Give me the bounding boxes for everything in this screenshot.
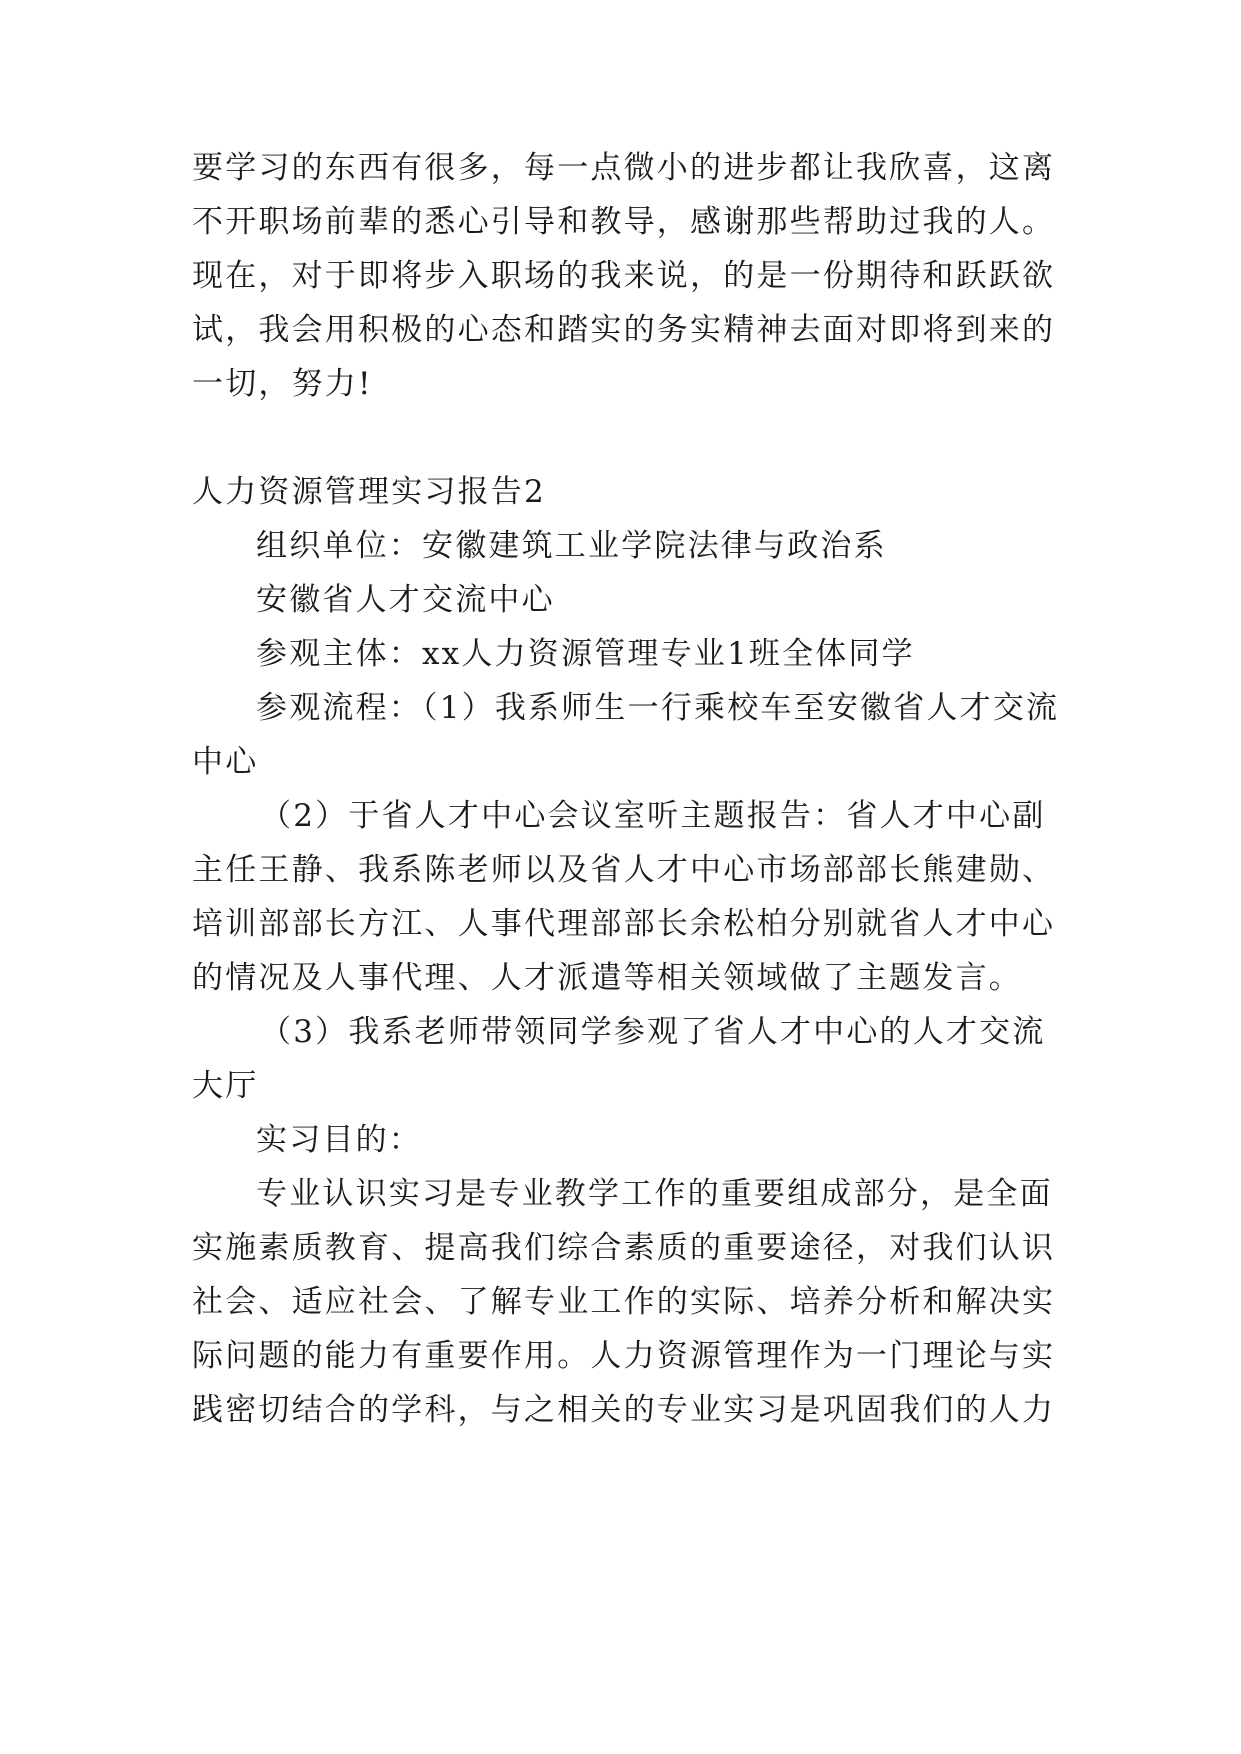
purpose-heading: 实习目的： [256,1122,422,1158]
purpose-line: 际问题的能力有重要作用。人力资源管理作为一门理论与实 [192,1338,1056,1374]
organizer-line: 组织单位：安徽建筑工业学院法律与政治系 [256,528,887,564]
purpose-line: 社会、适应社会、了解专业工作的实际、培养分析和解决实 [192,1284,1056,1320]
paragraph-line: 不开职场前辈的悉心引导和教导，感谢那些帮助过我的人。 [192,204,1056,240]
purpose-line: 实施素质教育、提高我们综合素质的重要途径，对我们认识 [192,1230,1056,1266]
venue-line: 安徽省人才交流中心 [256,582,555,618]
paragraph-line: 现在，对于即将步入职场的我来说，的是一份期待和跃跃欲 [192,258,1056,294]
process-step1-line: 中心 [192,744,259,780]
process-step3-line: （3）我系老师带领同学参观了省人才中心的人才交流 [260,1014,1046,1050]
paragraph-line: 一切，努力! [192,366,373,402]
process-step2-line: 主任王静、我系陈老师以及省人才中心市场部部长熊建勋、 [192,852,1056,888]
paragraph-line: 要学习的东西有很多，每一点微小的进步都让我欣喜，这离 [192,150,1056,186]
process-step2-line: 的情况及人事代理、人才派遣等相关领域做了主题发言。 [192,960,1022,996]
process-step1-line: 参观流程：（1）我系师生一行乘校车至安徽省人才交流 [256,690,1060,726]
paragraph-line: 试，我会用积极的心态和踏实的务实精神去面对即将到来的 [192,312,1056,348]
purpose-line: 专业认识实习是专业教学工作的重要组成部分，是全面 [256,1176,1053,1212]
section-title: 人力资源管理实习报告2 [192,474,546,510]
participants-line: 参观主体：xx人力资源管理专业1班全体同学 [256,636,915,672]
process-step2-line: （2）于省人才中心会议室听主题报告：省人才中心副 [260,798,1046,834]
process-step2-line: 培训部部长方江、人事代理部部长余松柏分别就省人才中心 [192,906,1056,942]
purpose-line: 践密切结合的学科，与之相关的专业实习是巩固我们的人力 [192,1392,1056,1428]
process-step3-line: 大厅 [192,1068,259,1104]
